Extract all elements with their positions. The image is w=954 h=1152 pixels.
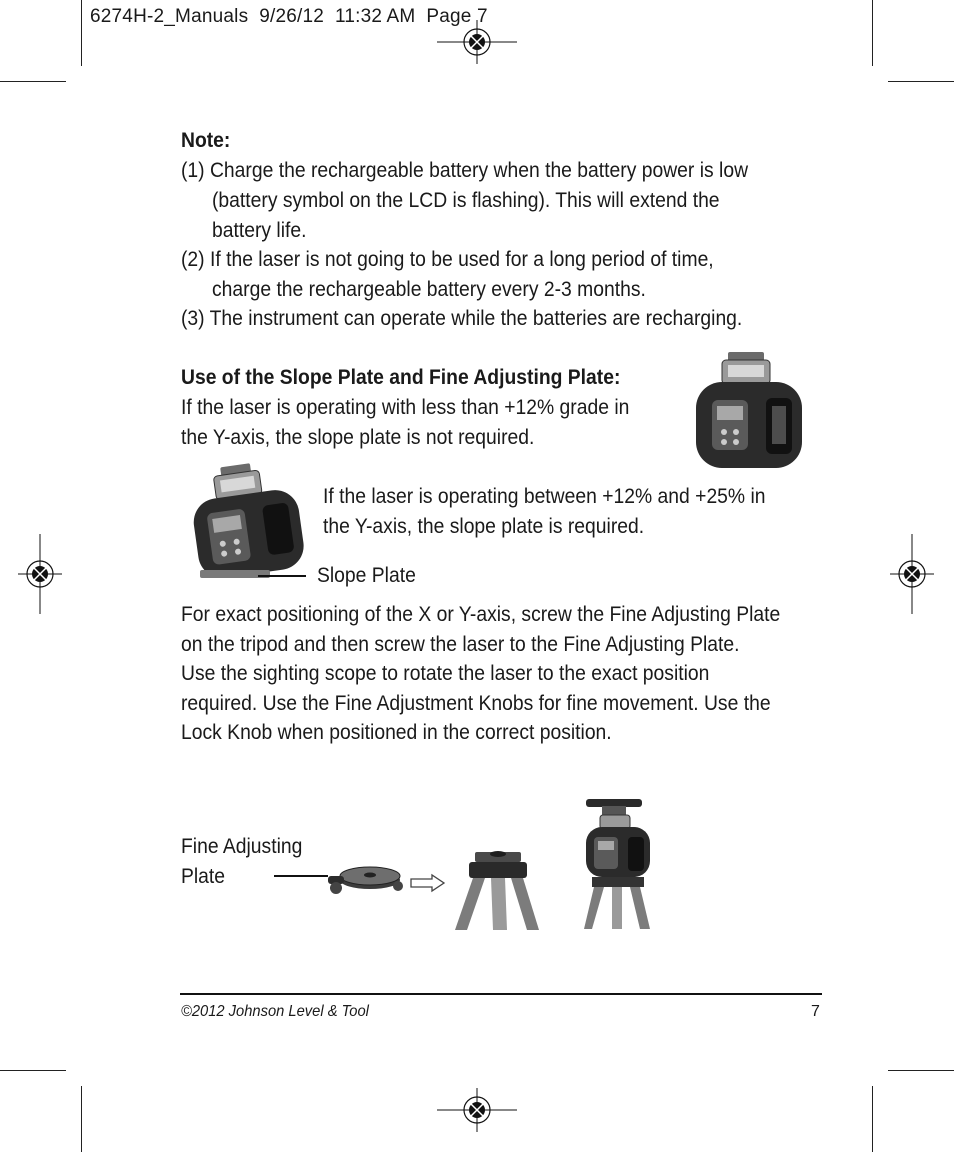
crop-mark-bottom-left-v — [81, 1086, 82, 1152]
fine-adjusting-plate-icon — [326, 858, 406, 900]
footer-copyright: ©2012 Johnson Level & Tool — [181, 1003, 369, 1020]
crop-mark-top-right-v — [872, 0, 873, 66]
note-item-1-line-1: (1) Charge the rechargeable battery when the battery power is low — [181, 159, 749, 182]
rotary-laser-icon — [190, 462, 306, 584]
printer-slug: 6274H-2_Manuals 9/26/12 11:32 AM Page 7 — [90, 6, 488, 27]
footer-rule — [180, 993, 822, 995]
fine-plate-leader-line — [274, 875, 328, 877]
crop-mark-top-right-h — [888, 81, 954, 82]
crop-mark-bottom-right-v — [872, 1086, 873, 1152]
crop-mark-top-left-v — [81, 0, 82, 66]
slope-para2-line-1: If the laser is operating between +12% and +25% in — [323, 485, 766, 508]
positioning-line-4: required. Use the Fine Adjustment Knobs for fine movement. Use the — [181, 692, 771, 715]
note-item-2-line-2: charge the rechargeable battery every 2-3 months. — [212, 278, 646, 301]
positioning-line-3: Use the sighting scope to rotate the laser to the exact position — [181, 662, 710, 685]
fine-plate-label-line-1: Fine Adjusting — [181, 835, 303, 858]
slope-para2-line-2: the Y-axis, the slope plate is required. — [323, 515, 645, 538]
registration-mark-icon — [437, 20, 517, 64]
note-heading: Note: — [181, 129, 231, 152]
positioning-line-1: For exact positioning of the X or Y-axis, screw the Fine Adjusting Plate — [181, 603, 781, 626]
positioning-line-2: on the tripod and then screw the laser to the Fine Adjusting Plate. — [181, 633, 740, 656]
registration-mark-icon — [437, 1088, 517, 1132]
slope-heading: Use of the Slope Plate and Fine Adjusting Plate: — [181, 366, 621, 389]
note-item-3-line-1: (3) The instrument can operate while the batteries are recharging. — [181, 307, 743, 330]
slope-plate-label: Slope Plate — [317, 564, 416, 587]
registration-mark-icon — [18, 534, 62, 614]
note-item-2-line-1: (2) If the laser is not going to be used for a long period of time, — [181, 248, 714, 271]
page-number: 7 — [811, 1003, 820, 1020]
crop-mark-bottom-left-h — [0, 1070, 66, 1071]
tripod-icon — [455, 848, 539, 930]
fine-plate-label-line-2: Plate — [181, 865, 226, 888]
slope-plate-leader-line — [258, 575, 306, 577]
crop-mark-top-left-h — [0, 81, 66, 82]
rotary-laser-icon — [584, 797, 660, 929]
positioning-line-5: Lock Knob when positioned in the correct position. — [181, 721, 612, 744]
registration-mark-icon — [890, 534, 934, 614]
crop-mark-bottom-right-h — [888, 1070, 954, 1071]
rotary-laser-icon — [692, 352, 808, 472]
arrow-right-icon — [410, 874, 446, 892]
note-item-1-line-2: (battery symbol on the LCD is flashing). This will extend the — [212, 189, 720, 212]
slope-para1-line-1: If the laser is operating with less than +12% grade in — [181, 396, 630, 419]
note-item-1-line-3: battery life. — [212, 219, 307, 242]
slope-para1-line-2: the Y-axis, the slope plate is not required. — [181, 426, 535, 449]
